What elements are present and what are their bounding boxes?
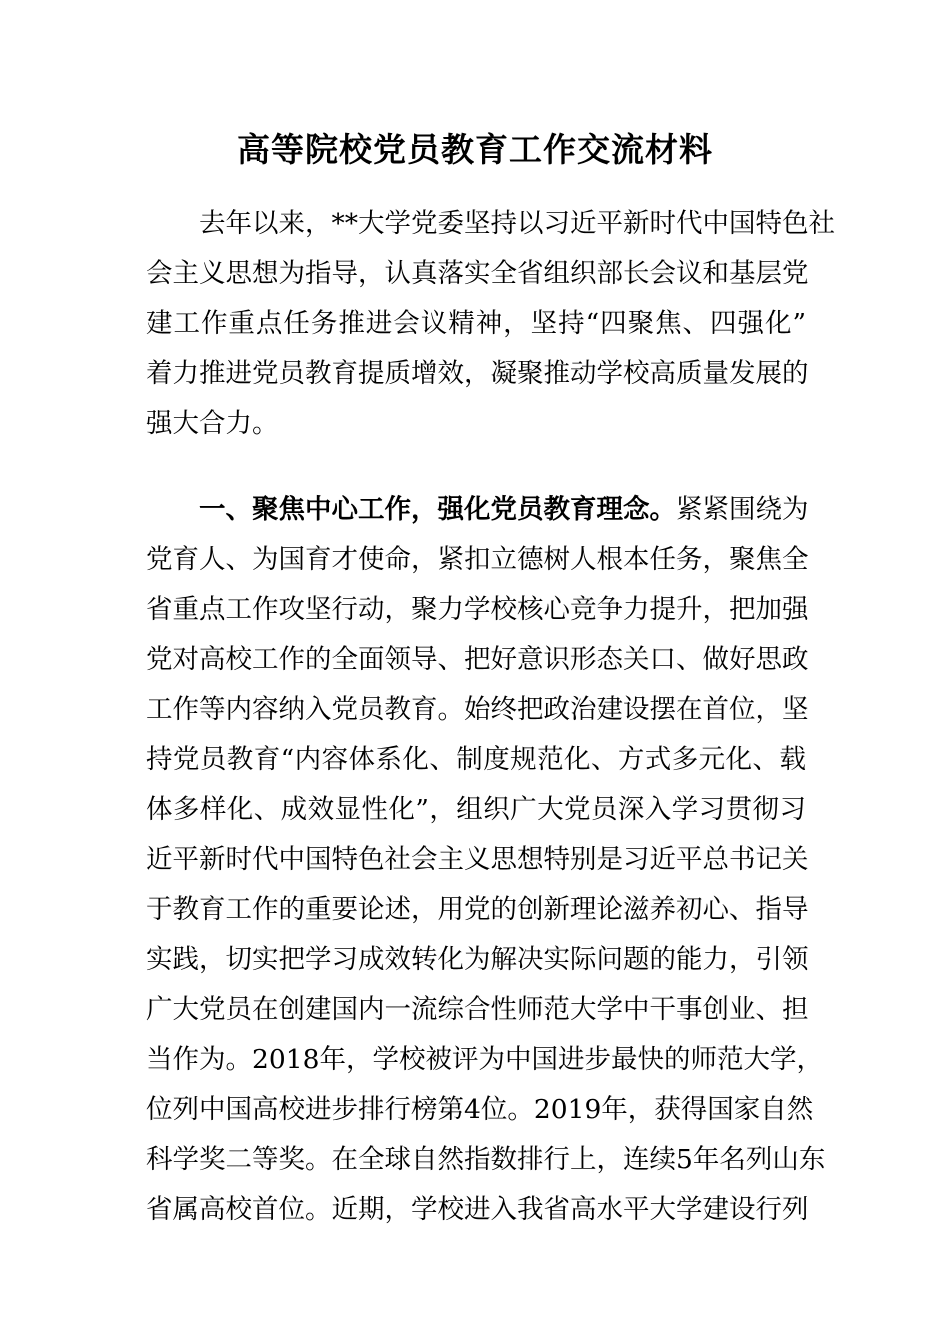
paragraph-line: 强大合力。 <box>146 408 279 439</box>
paragraph-line: 当作为。2018年，学校被评为中国进步最快的师范大学， <box>146 1044 823 1075</box>
paragraph-line: 实践，切实把学习成效转化为解决实际问题的能力，引领 <box>146 944 809 975</box>
section-heading: 一、聚焦中心工作，强化党员教育理念。 <box>199 494 676 525</box>
paragraph-line: 工作等内容纳入党员教育。始终把政治建设摆在首位，坚 <box>146 694 809 725</box>
paragraph-line: 体多样化、成效显性化”，组织广大党员深入学习贯彻习 <box>146 794 806 825</box>
paragraph-line: 持党员教育“内容体系化、制度规范化、方式多元化、载 <box>146 744 806 775</box>
paragraph-line: 位列中国高校进步排行榜第4位。2019年，获得国家自然 <box>146 1094 814 1125</box>
paragraph-line: 建工作重点任务推进会议精神，坚持“四聚焦、四强化” <box>146 308 806 339</box>
paragraph-line: 近平新时代中国特色社会主义思想特别是习近平总书记关 <box>146 844 809 875</box>
paragraph-line: 于教育工作的重要论述，用党的创新理论滋养初心、指导 <box>146 894 809 925</box>
paragraph-line: 会主义思想为指导，认真落实全省组织部长会议和基层党 <box>146 258 809 289</box>
document-title: 高等院校党员教育工作交流材料 <box>237 130 713 169</box>
paragraph-line: 省属高校首位。近期，学校进入我省高水平大学建设行列 <box>146 1194 809 1225</box>
paragraph-line: 党对高校工作的全面领导、把好意识形态关口、做好思政 <box>146 644 809 675</box>
section-1-paragraph <box>146 485 826 1235</box>
paragraph-line: 去年以来，**大学党委坚持以习近平新时代中国特色社 <box>146 208 835 239</box>
intro-paragraph <box>146 199 835 449</box>
section-heading-line <box>146 485 809 535</box>
paragraph-spacer <box>146 449 806 485</box>
paragraph-line: 省重点工作攻坚行动，聚力学校核心竞争力提升，把加强 <box>146 594 809 625</box>
paragraph-line: 广大党员在创建国内一流综合性师范大学中干事创业、担 <box>146 994 809 1025</box>
paragraph-line: 党育人、为国育才使命，紧扣立德树人根本任务，聚焦全 <box>146 544 809 575</box>
paragraph-line: 着力推进党员教育提质增效，凝聚推动学校高质量发展的 <box>146 358 809 389</box>
paragraph-line: 科学奖二等奖。在全球自然指数排行上，连续5年名列山东 <box>146 1144 826 1175</box>
document-body <box>146 199 835 1235</box>
section-heading-continuation: 紧紧围绕为 <box>676 494 809 525</box>
